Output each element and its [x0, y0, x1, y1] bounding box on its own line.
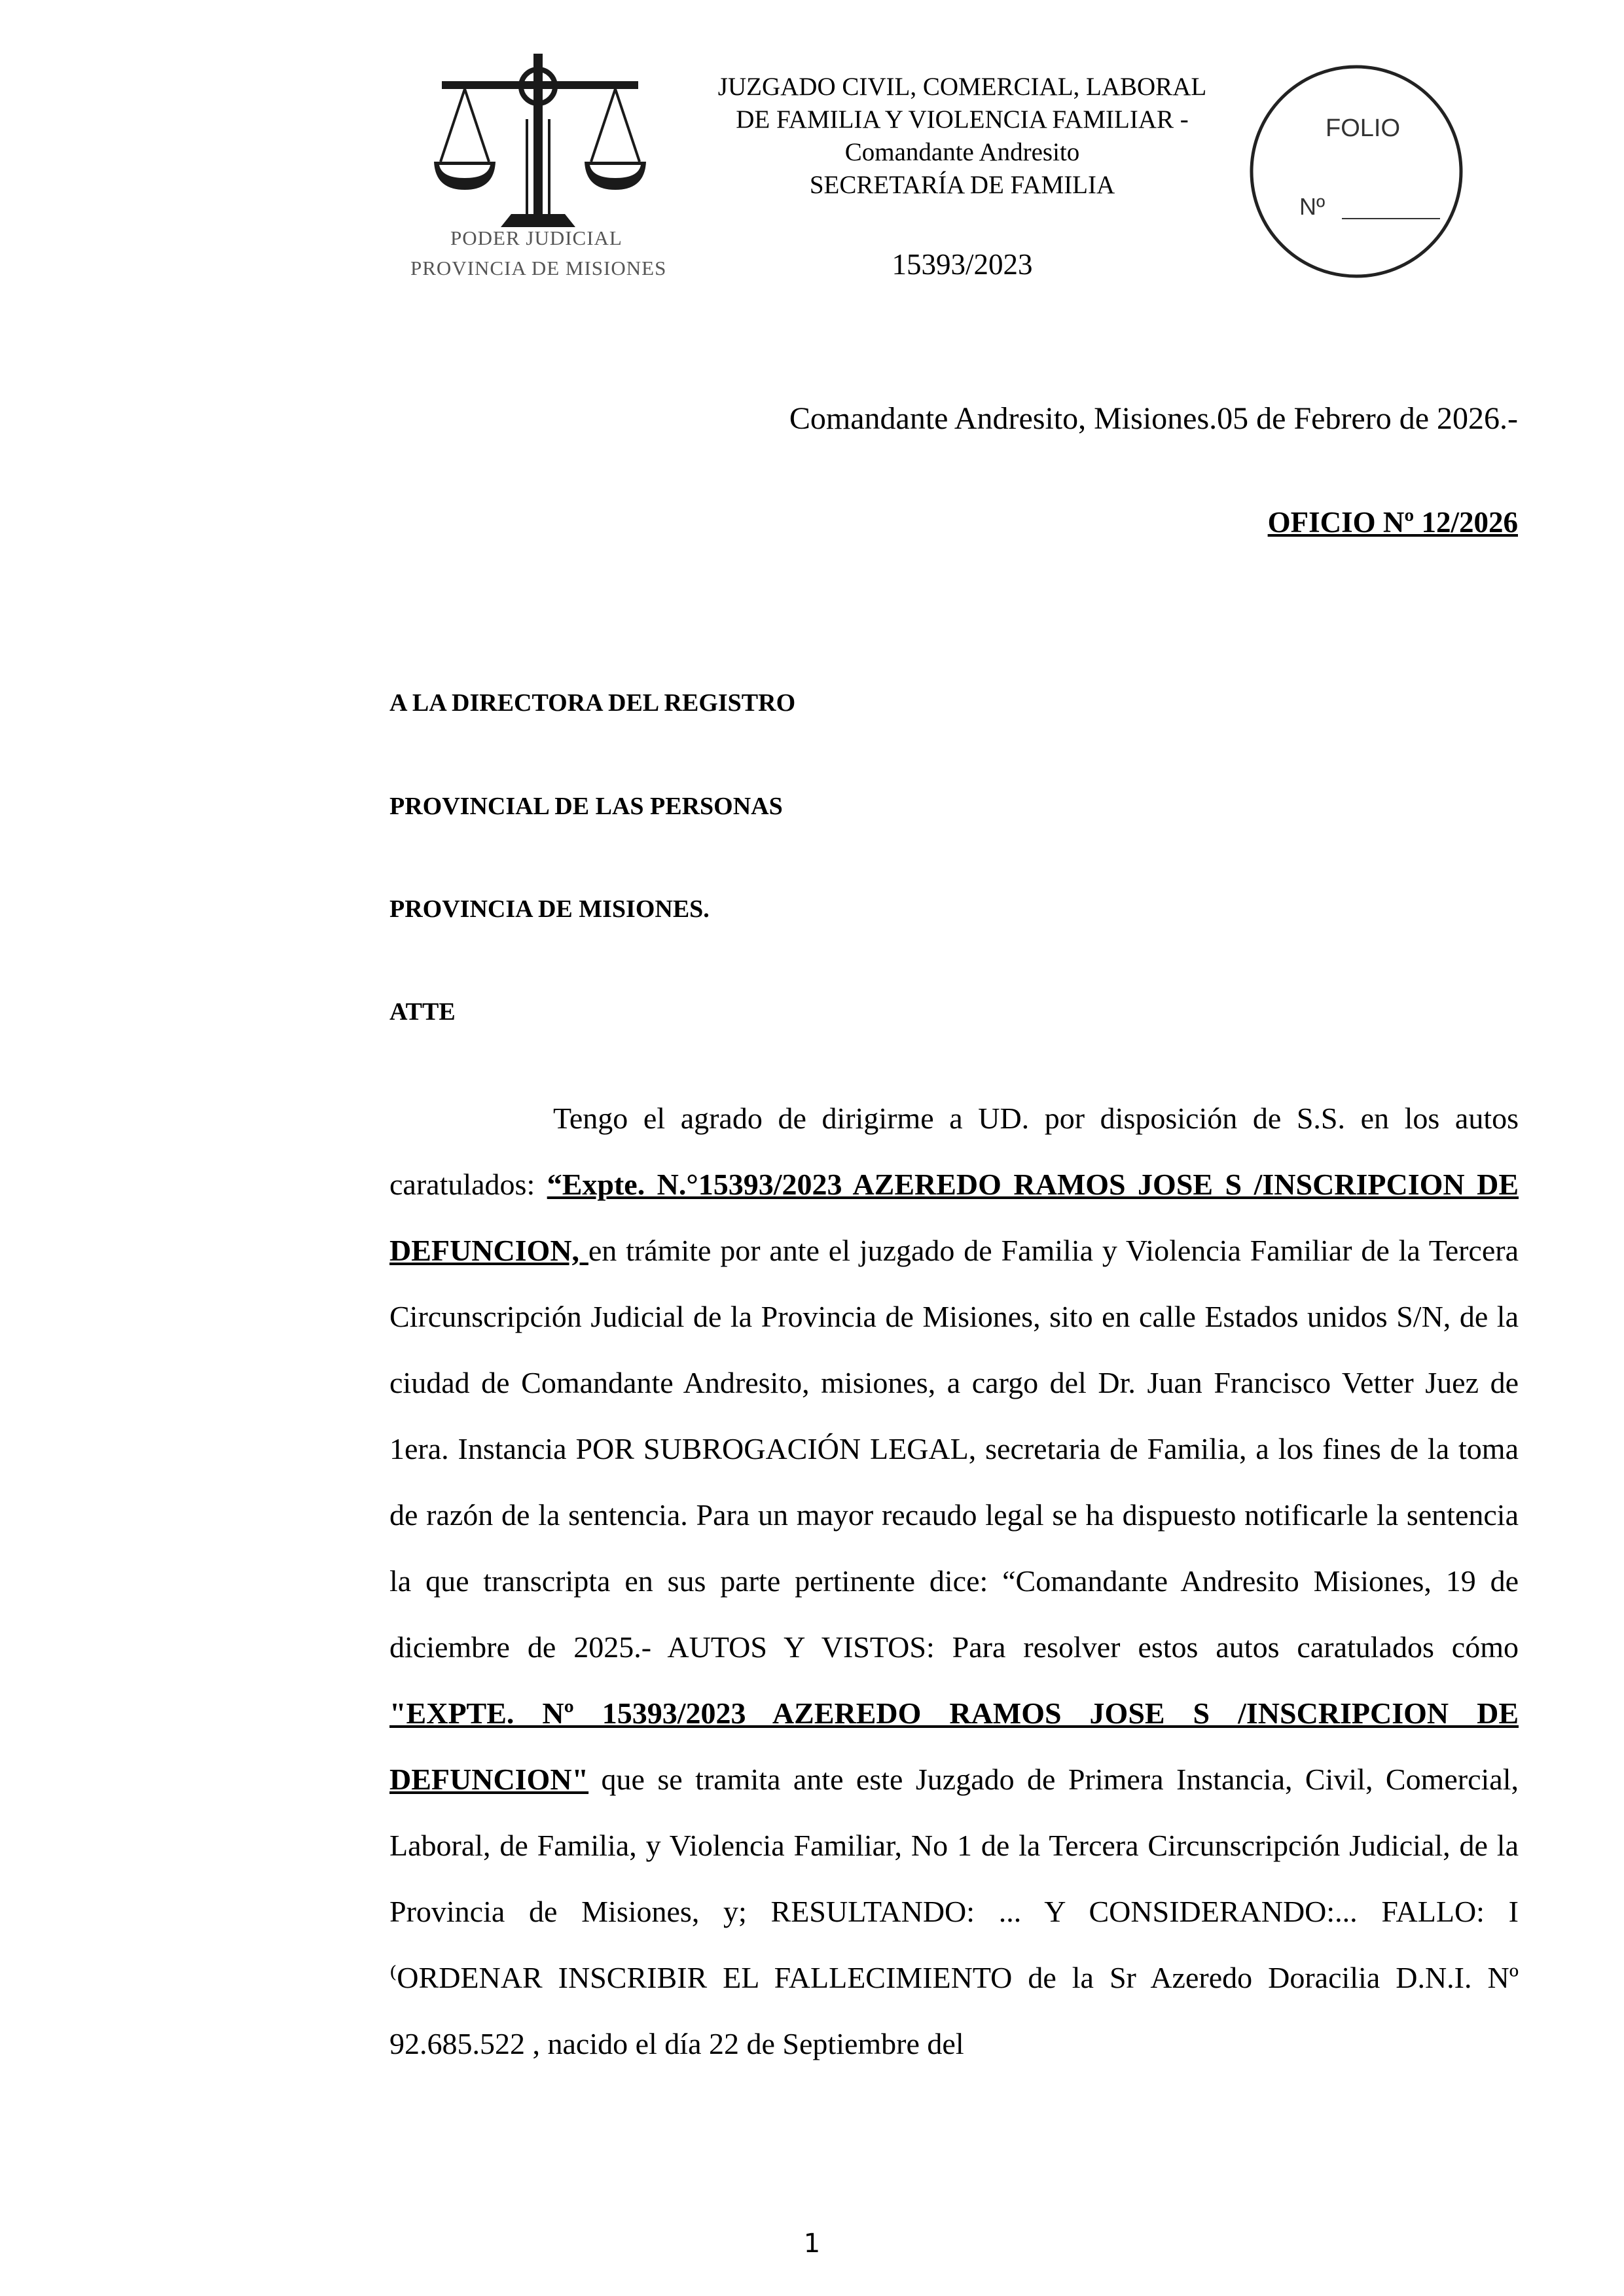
body-text-segment: que se tramita ante este Juzgado de Primera Instancia, Civil, Comercial, Laboral, de Familia, y Violencia Familiar, No 1 de la Tercera Circunscripción Judicial, de la Provincia de Misiones, y; RESULTANDO: ... Y CONSIDERANDO:... FALLO: I ⁽ORDENAR INSCRIBIR EL FALLECIMIENTO de la Sr Azeredo Doracilia D.N.I. Nº 92.685.522 , nacido el día 22 de Septiembre del	[389, 1763, 1519, 2060]
addressee-attention: ATTE	[389, 998, 456, 1026]
addressee-line: PROVINCIA DE MISIONES.	[389, 895, 710, 923]
addressee-line: PROVINCIAL DE LAS PERSONAS	[389, 793, 783, 820]
case-reference: "EXPTE. Nº 15393/2023 AZEREDO RAMOS JOSE S /INSCRIPCION DE DEFUNCION"	[389, 1696, 1519, 1796]
logo-text-poder-judicial: PODER JUDICIAL	[450, 226, 623, 249]
court-header-line: DE FAMILIA Y VIOLENCIA FAMILIAR -	[736, 105, 1189, 134]
court-header-line: SECRETARÍA DE FAMILIA	[809, 171, 1115, 199]
body-text-segment: Tengo el agrado de dirigirme a UD. por disposición de S.S. en los autos caratulados:	[389, 1102, 1519, 1201]
body-paragraph	[389, 1085, 1519, 2077]
body-text-segment: en trámite por ante el juzgado de Familia y Violencia Familiar de la Tercera Circunscripción Judicial de la Provincia de Misiones, sito en calle Estados unidos S/N, de la ciudad de Comandante Andresito, misiones, a cargo del Dr. Juan Francisco Vetter Juez de 1era. Instancia POR SUBROGACIÓN LEGAL, secretaria de Familia, a los fines de la toma de razón de la sentencia. Para un mayor recaudo legal se ha dispuesto notificarle la sentencia la que transcripta en sus parte pertinente dice: “Comandante Andresito Misiones, 19 de diciembre de 2025.- AUTOS Y VISTOS: Para resolver estos autos caratulados cómo	[389, 1234, 1519, 1664]
logo-text-provincia: PROVINCIA DE MISIONES	[410, 257, 667, 279]
oficio-title: OFICIO Nº 12/2026	[1267, 506, 1518, 539]
folio-number-label: Nº	[1299, 193, 1326, 220]
court-header	[668, 71, 1257, 202]
case-number-header: 15393/2023	[892, 248, 1033, 281]
court-header-line: Comandante Andresito	[844, 138, 1080, 166]
date-line: Comandante Andresito, Misiones.05 de Febrero de 2026.-	[789, 401, 1518, 436]
page-number: 1	[803, 2229, 821, 2259]
folio-stamp	[1247, 62, 1466, 281]
folio-label: FOLIO	[1326, 115, 1401, 142]
folio-number-blank	[1342, 218, 1440, 219]
case-reference: “Expte. N.°15393/2023 AZEREDO RAMOS JOSE S /INSCRIPCION DE DEFUNCION,	[389, 1168, 1519, 1267]
court-header-line: JUZGADO CIVIL, COMERCIAL, LABORAL	[717, 73, 1207, 101]
poder-judicial-logo	[403, 41, 677, 289]
addressee-line: A LA DIRECTORA DEL REGISTRO	[389, 689, 796, 717]
